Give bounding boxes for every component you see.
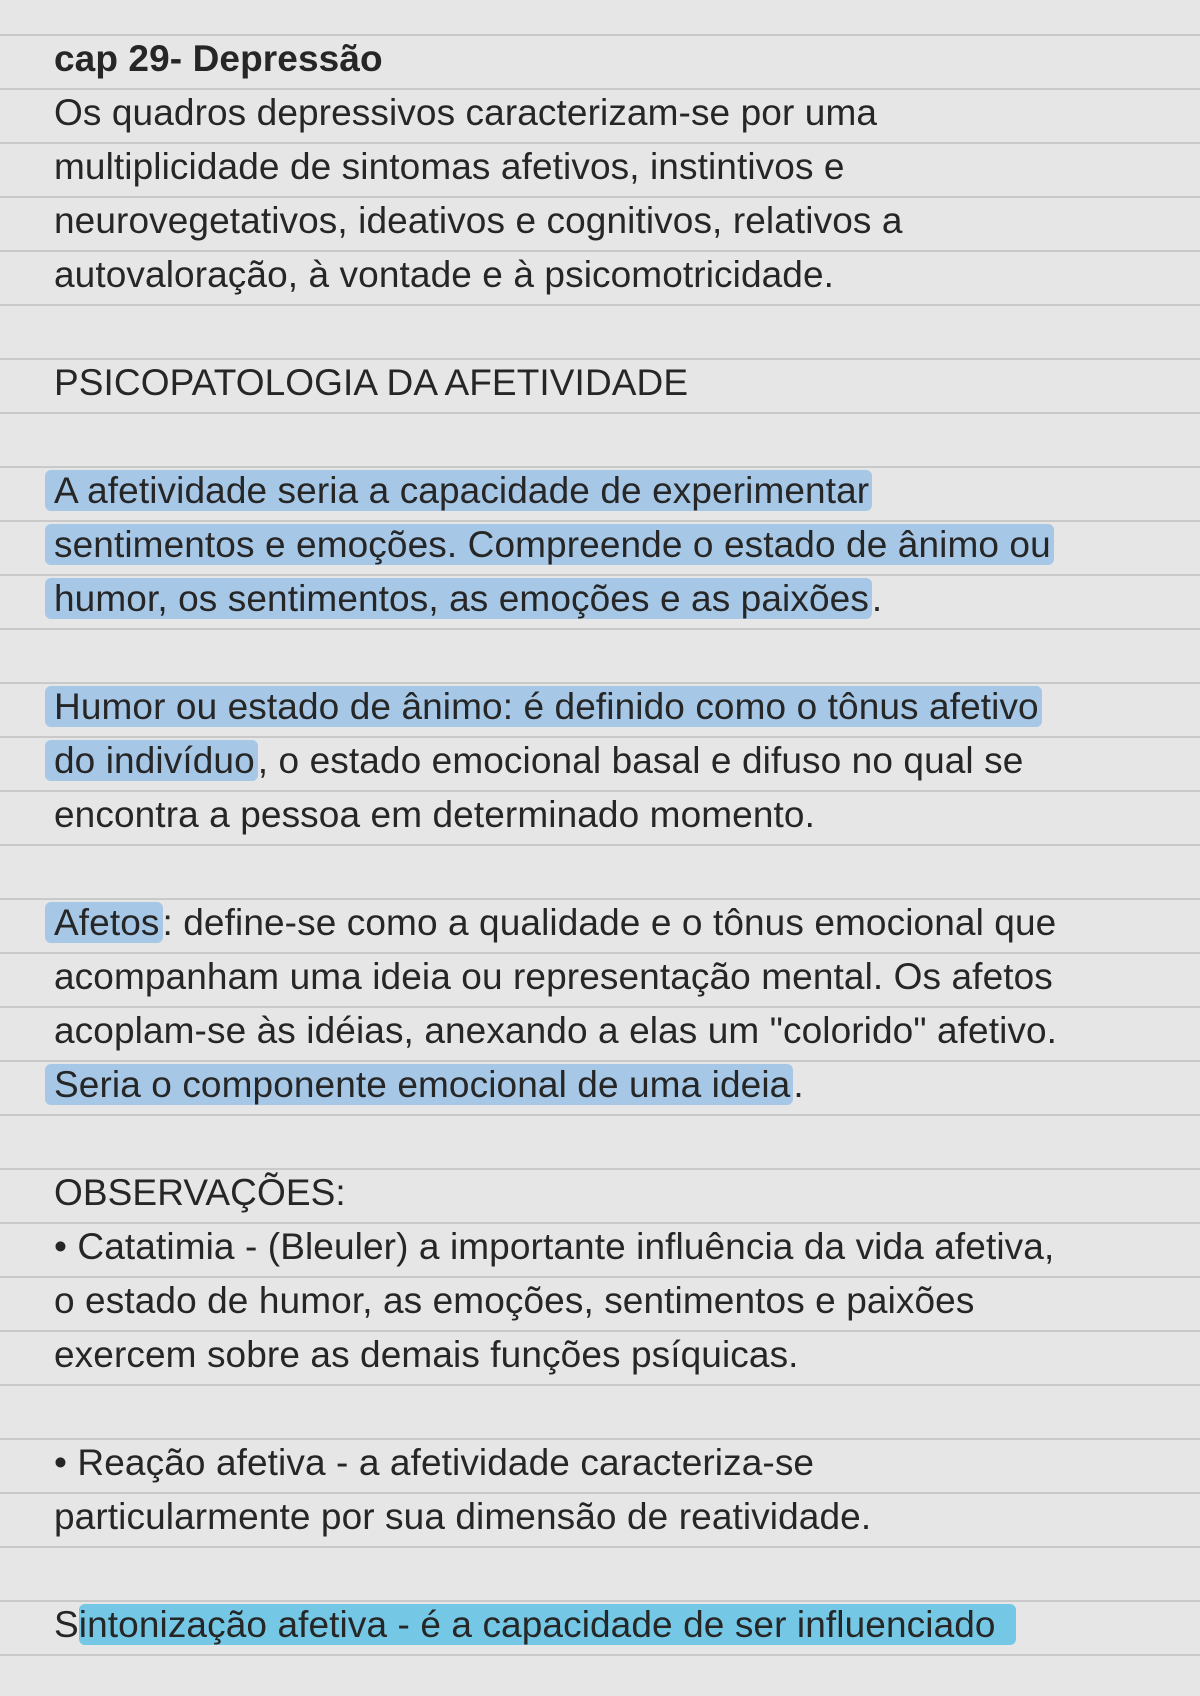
sintonizacao-line-1	[54, 1598, 1174, 1652]
highlighted-text: do indivíduo	[45, 740, 258, 781]
humor-line-3: encontra a pessoa em determinado momento.	[54, 794, 815, 835]
humor-line-2	[54, 734, 1174, 788]
section-heading: PSICOPATOLOGIA DA AFETIVIDADE	[54, 362, 689, 403]
afetos-line-1	[54, 896, 1174, 950]
catatimia-line-1: • Catatimia - (Bleuler) a importante influência da vida afetiva,	[54, 1226, 1055, 1267]
plain-text: .	[871, 578, 883, 619]
afetos-line-2: acompanham uma ideia ou representação mental. Os afetos	[54, 956, 1053, 997]
intro-line-3: neurovegetativos, ideativos e cognitivos, relativos a	[54, 200, 903, 241]
plain-text: S	[54, 1604, 79, 1645]
highlighted-text: A afetividade seria a capacidade de experimentar	[45, 470, 872, 511]
plain-text: , o estado emocional basal e difuso no qual se	[257, 740, 1024, 781]
blank-line	[54, 410, 1174, 464]
afetividade-line-2	[54, 518, 1174, 572]
observacoes-heading: OBSERVAÇÕES:	[54, 1172, 346, 1213]
highlighted-text: sentimentos e emoções. Compreende o estado de ânimo ou	[45, 524, 1054, 565]
blank-line	[54, 1112, 1174, 1166]
blank-line	[54, 1544, 1174, 1598]
note-content	[54, 32, 1174, 1652]
intro-line-1: Os quadros depressivos caracterizam-se por uma	[54, 92, 878, 133]
blank-line	[54, 842, 1174, 896]
note-title: cap 29- Depressão	[54, 38, 383, 79]
humor-line-1	[54, 680, 1174, 734]
afetos-line-3: acoplam-se às idéias, anexando a elas um "colorido" afetivo.	[54, 1010, 1058, 1051]
catatimia-line-2: o estado de humor, as emoções, sentimentos e paixões	[54, 1280, 975, 1321]
highlighted-text: Afetos	[45, 902, 163, 943]
blank-line	[54, 1382, 1174, 1436]
afetividade-line-1	[54, 464, 1174, 518]
highlighted-text: intonização afetiva - é a capacidade de ser influenciado	[79, 1604, 1016, 1645]
plain-text: .	[793, 1064, 804, 1105]
intro-line-4: autovaloração, à vontade e à psicomotricidade.	[54, 254, 835, 295]
catatimia-line-3: exercem sobre as demais funções psíquicas.	[54, 1334, 799, 1375]
highlighted-text: Seria o componente emocional de uma ideia	[45, 1064, 793, 1105]
blank-line	[54, 626, 1174, 680]
afetividade-line-3	[54, 572, 1174, 626]
reacao-line-2: particularmente por sua dimensão de reatividade.	[54, 1496, 872, 1537]
highlighted-text: humor, os sentimentos, as emoções e as paixões	[45, 578, 872, 619]
afetos-line-4	[54, 1058, 1174, 1112]
blank-line	[54, 302, 1174, 356]
highlighted-text: Humor ou estado de ânimo: é definido como o tônus afetivo	[45, 686, 1042, 727]
intro-line-2: multiplicidade de sintomas afetivos, instintivos e	[54, 146, 845, 187]
reacao-line-1: • Reação afetiva - a afetividade caracteriza-se	[54, 1442, 815, 1483]
plain-text: : define-se como a qualidade e o tônus emocional que	[162, 902, 1057, 943]
